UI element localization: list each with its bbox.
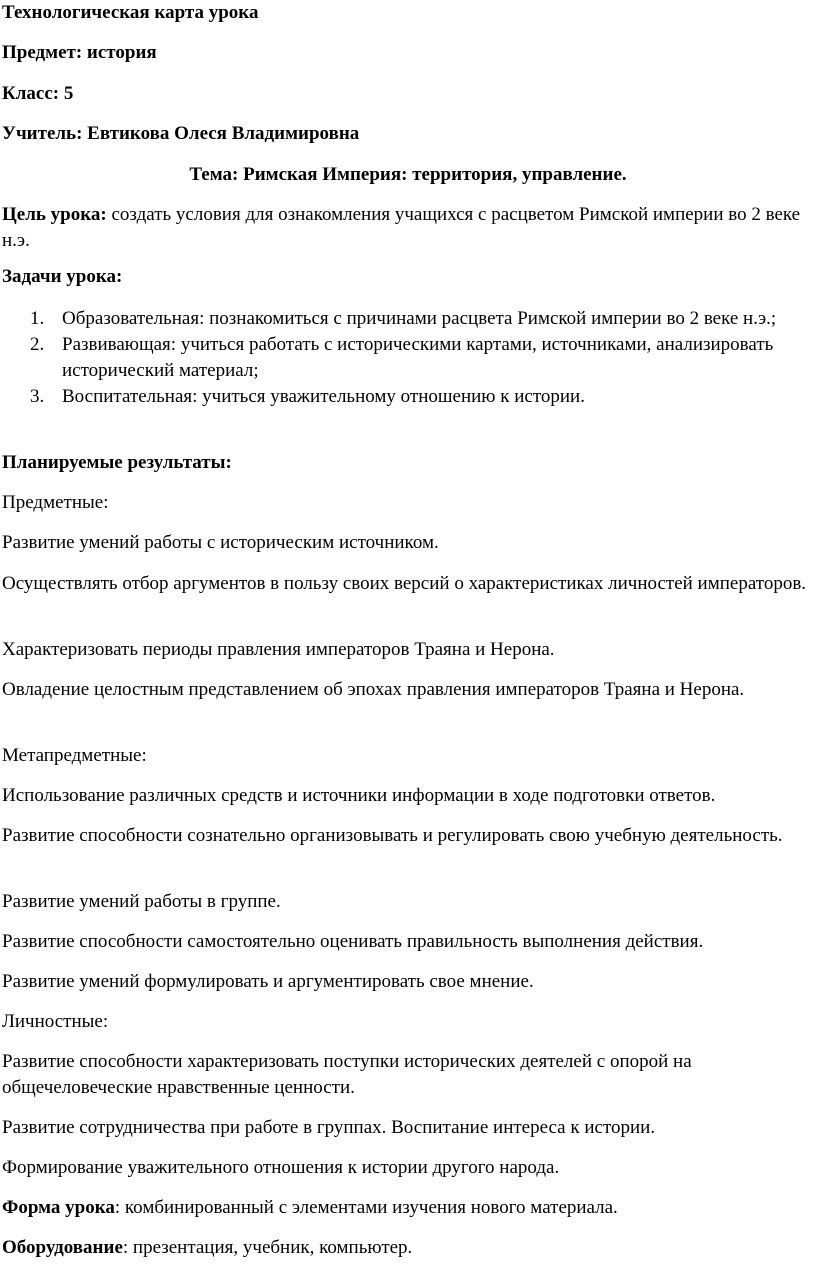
class-line: Класс: 5 — [2, 83, 74, 104]
personal-result-item: Развитие сотрудничества при работе в группах. Воспитание интереса к истории. — [2, 1117, 656, 1138]
task-text: Развивающая: учиться работать с историческими картами, источниками, анализировать исторический материал; — [62, 334, 774, 381]
personal-result-item: Развитие способности характеризовать поступки исторических деятелей с опорой на общечеловеческие нравственные ценности. — [2, 1051, 692, 1098]
teacher-line: Учитель: Евтикова Олеся Владимировна — [2, 123, 360, 144]
task-item — [0, 306, 816, 332]
meta-results-label: Метапредметные: — [2, 745, 147, 766]
lesson-form — [2, 1195, 814, 1221]
personal-result-item: Формирование уважительного отношения к истории другого народа. — [2, 1157, 560, 1178]
subject-result-item: Осуществлять отбор аргументов в пользу своих версий о характеристиках личностей императоров. — [2, 573, 807, 594]
subject-result-item: Развитие умений работы с историческим источником. — [2, 532, 439, 553]
subject-result-item: Характеризовать периоды правления императоров Траяна и Нерона. — [2, 639, 555, 660]
subject-result-item: Овладение целостным представлением об эпохах правления императоров Траяна и Нерона. — [2, 679, 745, 700]
lesson-topic: Тема: Римская Империя: территория, управление. — [189, 164, 627, 185]
equipment-text: : презентация, учебник, компьютер. — [122, 1237, 413, 1258]
lesson-goal — [2, 202, 814, 254]
results-heading: Планируемые результаты: — [2, 452, 232, 473]
task-item — [0, 384, 816, 410]
task-item — [0, 332, 816, 384]
goal-label: Цель урока: — [2, 204, 107, 225]
subject-results-label: Предметные: — [2, 492, 109, 513]
form-text: : комбинированный с элементами изучения нового материала. — [114, 1197, 618, 1218]
meta-result-item: Развитие способности самостоятельно оценивать правильность выполнения действия. — [2, 931, 704, 952]
document-title: Технологическая карта урока — [2, 2, 259, 23]
lesson-equipment — [2, 1235, 814, 1261]
task-text: Образовательная: познакомиться с причинами расцвета Римской империи во 2 веке н.э.; — [62, 308, 777, 329]
tasks-heading: Задачи урока: — [2, 266, 123, 287]
personal-results-label: Личностные: — [2, 1011, 109, 1032]
meta-result-item: Развитие умений работы в группе. — [2, 891, 281, 912]
meta-result-item: Развитие способности сознательно организовывать и регулировать свою учебную деятельность. — [2, 825, 783, 846]
task-number: 2. — [30, 334, 45, 355]
subject-line: Предмет: история — [2, 42, 157, 63]
task-number: 1. — [30, 308, 45, 329]
meta-result-item: Использование различных средств и источники информации в ходе подготовки ответов. — [2, 785, 716, 806]
tasks-list — [0, 306, 816, 410]
task-text: Воспитательная: учиться уважительному отношению к истории. — [62, 386, 585, 407]
task-number: 3. — [30, 386, 45, 407]
equipment-label: Оборудование — [2, 1237, 123, 1258]
goal-text: создать условия для ознакомления учащихся с расцветом Римской империи во 2 веке н.э. — [2, 204, 801, 251]
meta-result-item: Развитие умений формулировать и аргументировать свое мнение. — [2, 971, 534, 992]
form-label: Форма урока — [2, 1197, 115, 1218]
